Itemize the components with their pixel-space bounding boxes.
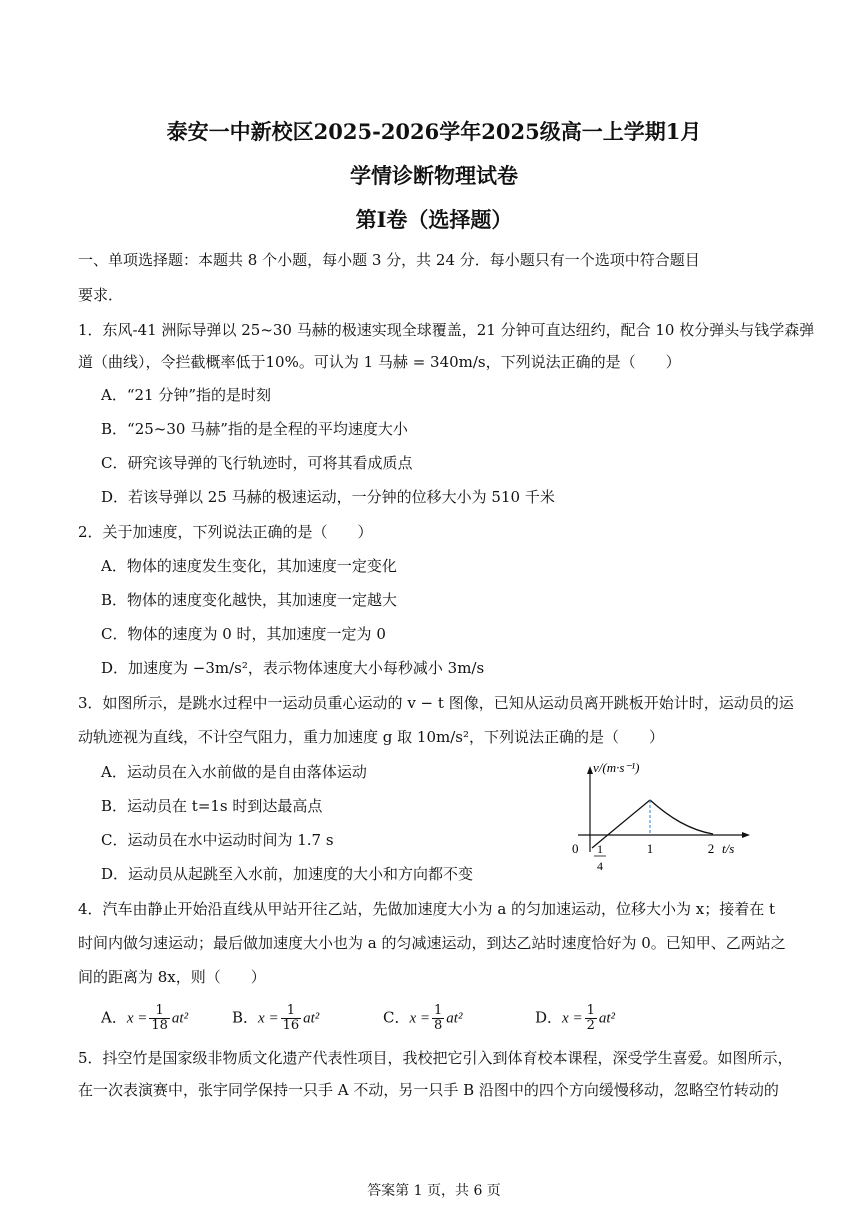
q4-option-d-den: 2 [586, 1018, 595, 1033]
q5-stem-line1: 5．抖空竹是国家级非物质文化遗产代表性项目，我校把它引入到体育校本课程，深受学生喜爱。如图所示， [78, 1049, 793, 1067]
q2-option-c: C．物体的速度为 0 时，其加速度一定为 0 [101, 625, 386, 643]
q4-option-c-den: 8 [434, 1018, 443, 1033]
q4-option-c-lhs: x = [409, 1010, 431, 1027]
q4-option-b [232, 1004, 319, 1033]
q4-option-d-rhs: at² [598, 1010, 616, 1027]
q4-option-d-num: 1 [586, 1003, 595, 1018]
origin-label: 0 [572, 841, 579, 856]
y-axis-label: v/(m·s⁻¹) [593, 760, 640, 775]
q3-stem-line1: 3．如图所示，是跳水过程中一运动员重心运动的 v − t 图像，已知从运动员离开跳板开始计时，运动员的运 [78, 694, 794, 712]
q1-option-b: B．“25~30 马赫”指的是全程的平均速度大小 [101, 420, 408, 438]
q3-option-b: B．运动员在 t=1s 时到达最高点 [101, 797, 323, 815]
section-title: 第I卷（选择题） [355, 207, 513, 232]
q4-option-c [383, 1004, 462, 1033]
q3-stem-line2: 动轨迹视为直线，不计空气阻力，重力加速度 g 取 10m/s²，下列说法正确的是（ ） [78, 728, 664, 746]
q2-stem: 2．关于加速度，下列说法正确的是（ ） [78, 523, 373, 541]
q3-option-c: C．运动员在水中运动时间为 1.7 s [101, 831, 334, 849]
vt-curve-water [650, 800, 713, 834]
q3-option-a: A．运动员在入水前做的是自由落体运动 [101, 763, 367, 781]
q3-option-d: D．运动员从起跳至入水前，加速度的大小和方向都不变 [101, 865, 474, 883]
q1-option-c: C．研究该导弹的飞行轨迹时，可将其看成质点 [101, 454, 413, 472]
q4-option-c-fraction [432, 1004, 444, 1033]
q4-option-b-label: B． [232, 1008, 259, 1027]
q4-option-c-num: 1 [434, 1003, 443, 1018]
q2-option-b: B．物体的速度变化越快，其加速度一定越大 [101, 591, 398, 609]
instructions-line2: 要求． [78, 286, 124, 304]
q4-option-c-label: C． [383, 1008, 410, 1027]
q1-stem-line2: 道（曲线），令拦截概率低于10%。可认为 1 马赫 = 340m/s，下列说法正确的是（ ） [78, 353, 681, 371]
tick-2-label: 2 [707, 841, 715, 856]
q4-option-d [535, 1004, 615, 1033]
x-axis-label: t/s [722, 841, 735, 856]
q4-stem-line3: 间的距离为 8x，则（ ） [78, 968, 266, 986]
q4-option-d-fraction [585, 1004, 597, 1033]
q4-option-c-rhs: at² [446, 1010, 463, 1027]
page-footer: 答案第 1 页，共 6 页 [367, 1183, 501, 1199]
q1-stem-line1: 1．东风-41 洲际导弹以 25~30 马赫的极速实现全球覆盖，21 分钟可直达纽约，配合 10 枚分弹头与钱学森弹 [78, 321, 815, 339]
q4-option-a-num: 1 [149, 1004, 170, 1019]
q4-option-a-lhs: x = [126, 1010, 148, 1027]
q4-option-a-label: A． [101, 1008, 127, 1027]
x-axis-arrow [742, 832, 750, 838]
vt-line-air [592, 800, 650, 848]
instructions-line1: 一、单项选择题：本题共 8 个小题，每小题 3 分，共 24 分．每小题只有一个选项中符合题目 [78, 251, 700, 269]
q5-stem-line2: 在一次表演赛中，张宇同学保持一只手 A 不动，另一只手 B 沿图中的四个方向缓慢移动，忽略空竹转动的 [78, 1081, 779, 1099]
q4-option-d-label: D． [535, 1008, 563, 1027]
q4-option-b-fraction [281, 1004, 302, 1033]
q2-option-d: D．加速度为 −3m/s²，表示物体速度大小每秒减小 3m/s [101, 659, 485, 677]
q4-option-a-fraction [149, 1004, 170, 1033]
exam-title-line1: 泰安一中新校区2025-2026学年2025级高一上学期1月 [166, 119, 702, 144]
q1-option-a: A．“21 分钟”指的是时刻 [101, 386, 272, 404]
tick-quarter-den: 4 [597, 859, 603, 873]
q1-option-d: D．若该导弹以 25 马赫的极速运动，一分钟的位移大小为 510 千米 [101, 488, 555, 506]
q3-vt-graph [560, 760, 760, 880]
q4-option-b-lhs: x = [258, 1010, 279, 1027]
q4-option-a [101, 1004, 188, 1033]
q4-option-a-den: 18 [151, 1018, 168, 1033]
q2-option-a: A．物体的速度发生变化，其加速度一定变化 [101, 557, 397, 575]
q4-stem-line1: 4．汽车由静止开始沿直线从甲站开往乙站，先做加速度大小为 a 的匀加速运动，位移大小为 x；接着在 t [78, 900, 776, 918]
q4-option-b-rhs: at² [303, 1010, 320, 1027]
q4-stem-line2: 时间内做匀速运动；最后做加速度大小也为 a 的匀减速运动，到达乙站时速度恰好为 0。已知甲、乙两站之 [78, 934, 786, 952]
q4-option-d-lhs: x = [562, 1010, 583, 1027]
q4-option-b-num: 1 [281, 1004, 302, 1019]
tick-1-label: 1 [646, 841, 654, 856]
q4-option-b-den: 16 [282, 1018, 300, 1033]
exam-title-line2: 学情诊断物理试卷 [350, 163, 518, 188]
tick-quarter-num: 1 [597, 842, 603, 856]
q4-option-a-rhs: at² [171, 1010, 189, 1027]
